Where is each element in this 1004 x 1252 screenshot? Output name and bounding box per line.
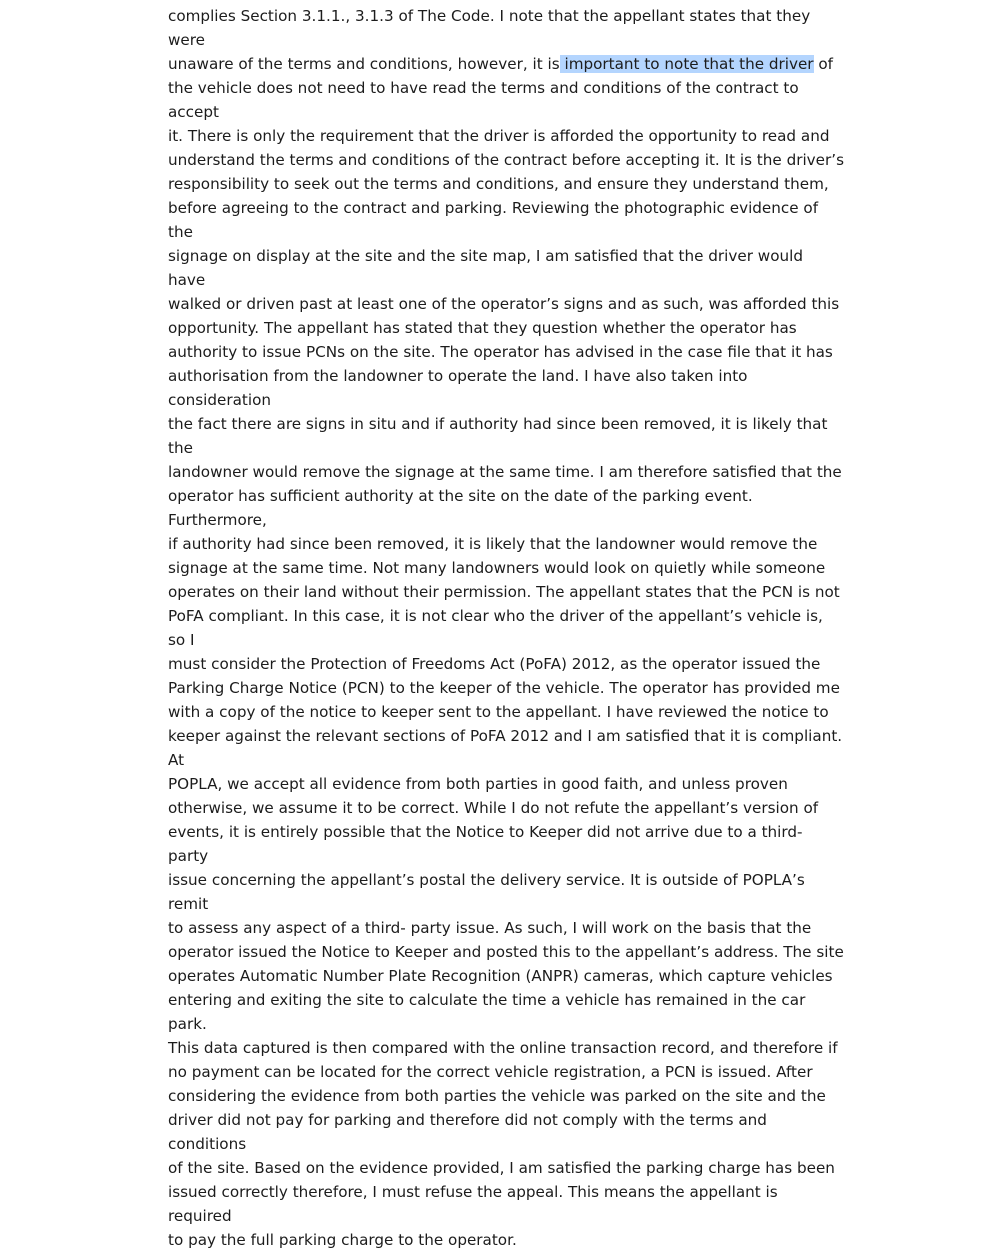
text-after-selection: of the vehicle does not need to have read the terms and conditions of the contract to accept it. There is only the requirement that the driver is afforded the opportunity to read and understand the terms and conditions of the contract before accepting it. It is the driver’s responsibility to seek out the terms and conditions, and ensure they understand them, before agreeing to the contract and parking. Reviewing the photographic evidence of the signage on display at the site and the site map, I am satisfied that the driver would have walked or driven past at least one of the operator’s signs and as such, was afforded this opportunity. The appellant has stated that they question whether the operator has authority to issue PCNs on the site. The operator has advised in the case file that it has authorisation from the landowner to operate the land. I have also taken into consideration the fact there are signs in situ and if authority had since been removed, it is likely that the landowner would remove the signage at the same time. I am therefore satisfied that the operator has sufficient authority at the site on the date of the parking event. Furthermore, if authority had since been removed, it is likely that the landowner would remove the signage at the same time. Not many landowners would look on quietly while someone operates on their land without their permission. The appellant states that the PCN is not PoFA compliant. In this case, it is not clear who the driver of the appellant’s vehicle is, so I must consider the Protection of Freedoms Act (PoFA) 2012, as the operator issued the Parking Charge Notice (PCN) to the keeper of the vehicle. The operator has provided me with a copy of the notice to keeper sent to the appellant. I have reviewed the notice to keeper against the relevant sections of PoFA 2012 and I am satisfied that it is compliant. At POPLA, we accept all evidence from both parties in good faith, and unless proven otherwise, we assume it to be correct. While I do not refute the appellant’s version of events, it is entirely possible that the Notice to Keeper did not arrive due to a third- party issue concerning the appellant’s postal the delivery service. It is outside of POPLA’s remit to assess any aspect of a third- party issue. As such, I will work on the basis that the operator issued the Notice to Keeper and posted this to the appellant’s address. The site operates Automatic Number Plate Recognition (ANPR) cameras, which capture vehicles entering and exiting the site to calculate the time a vehicle has remained in the car park. This data captured is then compared with the online transaction record, and therefore if no payment can be located for the correct vehicle registration, a PCN is issued. After considering the evidence from both parties the vehicle was parked on the site and the driver did not pay for parking and therefore did not comply with the terms and conditions of the site. Based on the evidence provided, I am satisfied the parking charge has been issued correctly therefore, I must refuse the appeal. This means the appellant is required to pay the full parking charge to the operator. (168, 55, 844, 1249)
post-text (168, 0, 844, 1252)
post-body (168, 0, 844, 1252)
clipped-line (168, 0, 657, 1)
selected-text[interactable]: important to note that the driver (559, 55, 814, 73)
text-before-selection: complies Section 3.1.1., 3.1.3 of The Code. I note that the appellant states that they were unaware of the terms and conditions, however, it is (168, 7, 811, 73)
